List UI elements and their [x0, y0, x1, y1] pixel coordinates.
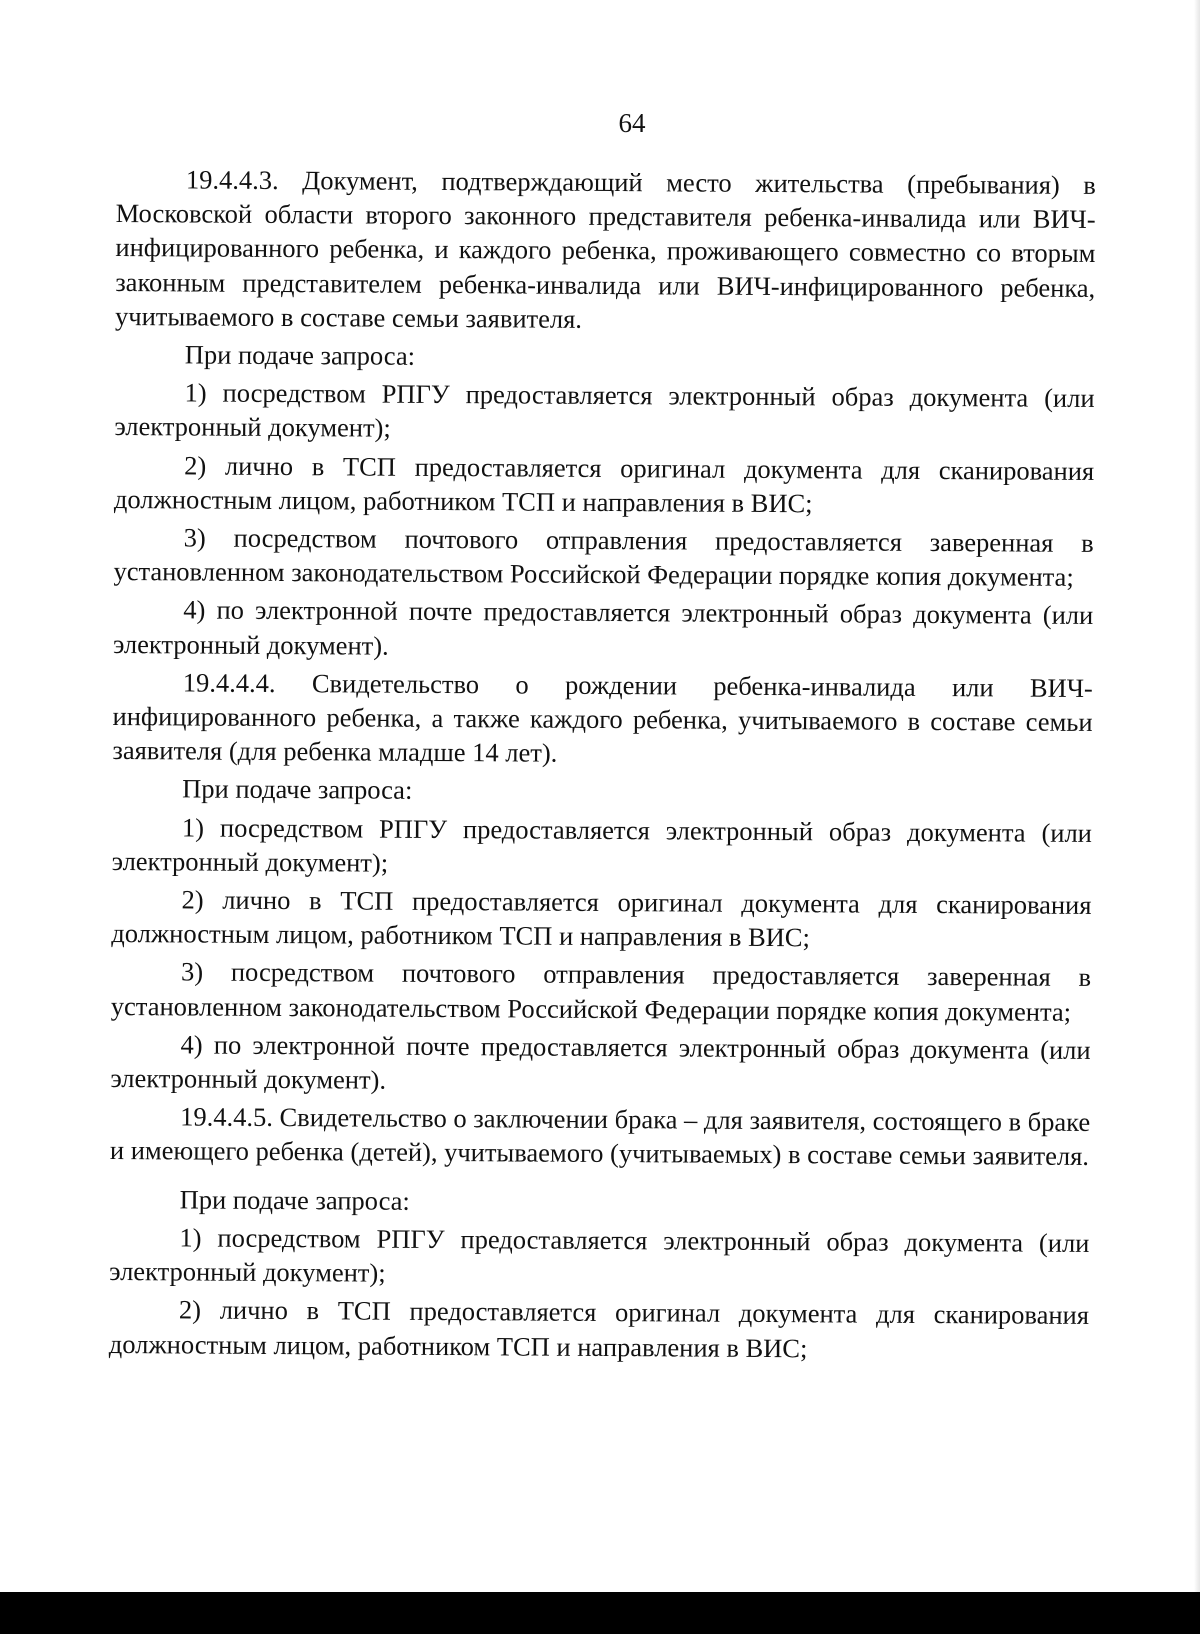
list-item-tsp: 2) лично в ТСП предоставляется оригинал документа для сканирования должностным лицом, работником ТСП и направления в ВИС;	[113, 450, 1095, 519]
document-body	[109, 162, 1096, 1367]
list-item-tsp: 2) лично в ТСП предоставляется оригинал документа для сканирования должностным лицом, работником ТСП и направления в ВИС;	[108, 1294, 1090, 1363]
paragraph-request-intro: При подаче запроса:	[179, 1184, 410, 1216]
list-item-post: 3) посредством почтового отправления предоставляется заверенная в установленном законодательством Российской Федерации порядке копия документа;	[113, 522, 1094, 593]
list-item-email: 4) по электронной почте предоставляется электронный образ документа (или электронный документ).	[110, 1029, 1091, 1095]
scan-edge-shadow	[1194, 0, 1200, 1634]
paragraph-19-4-4-5: 19.4.4.5. Свидетельство о заключении брака – для заявителя, состоящего в браке и имеющего ребенка (детей), учитываемого (учитываемых) в составе семьи заявителя.	[109, 1101, 1091, 1172]
list-item-rpgu: 1) посредством РПГУ предоставляется электронный образ документа (или электронный документ);	[109, 1222, 1090, 1288]
paragraph-19-4-4-4: 19.4.4.4. Свидетельство о рождении ребенка-инвалида или ВИЧ-инфицированного ребенка, а также каждого ребенка, учитываемого в составе семьи заявителя (для ребенка младше 14 лет).	[112, 667, 1093, 768]
paragraph-request-intro: При подаче запроса:	[182, 773, 413, 806]
list-item-tsp: 2) лично в ТСП предоставляется оригинал документа для сканирования должностным лицом, работником ТСП и направления в ВИС;	[111, 884, 1092, 953]
list-item-rpgu: 1) посредством РПГУ предоставляется электронный образ документа (или электронный документ);	[114, 377, 1095, 444]
scan-bottom-border	[0, 1592, 1200, 1634]
paragraph-request-intro: При подаче запроса:	[184, 339, 416, 371]
list-item-rpgu: 1) посредством РПГУ предоставляется электронный образ документа (или электронный документ);	[111, 812, 1093, 878]
paragraph-19-4-4-3: 19.4.4.3. Документ, подтверждающий место жительства (пребывания) в Московской области второго законного представителя ребенка-инвалида или ВИЧ-инфицированного ребенка, и каждого ребенка, проживающего совместно со вторым законным представителем ребенка-инвалида или ВИЧ-инфицированного ребенка, учитываемого в составе семьи заявителя.	[114, 164, 1096, 334]
list-item-post: 3) посредством почтового отправления предоставляется заверенная в установленном законодательством Российской Федерации порядке копия документа;	[110, 956, 1092, 1027]
page-number: 64	[618, 108, 646, 138]
list-item-email: 4) по электронной почте предоставляется электронный образ документа (или электронный документ).	[112, 594, 1094, 661]
